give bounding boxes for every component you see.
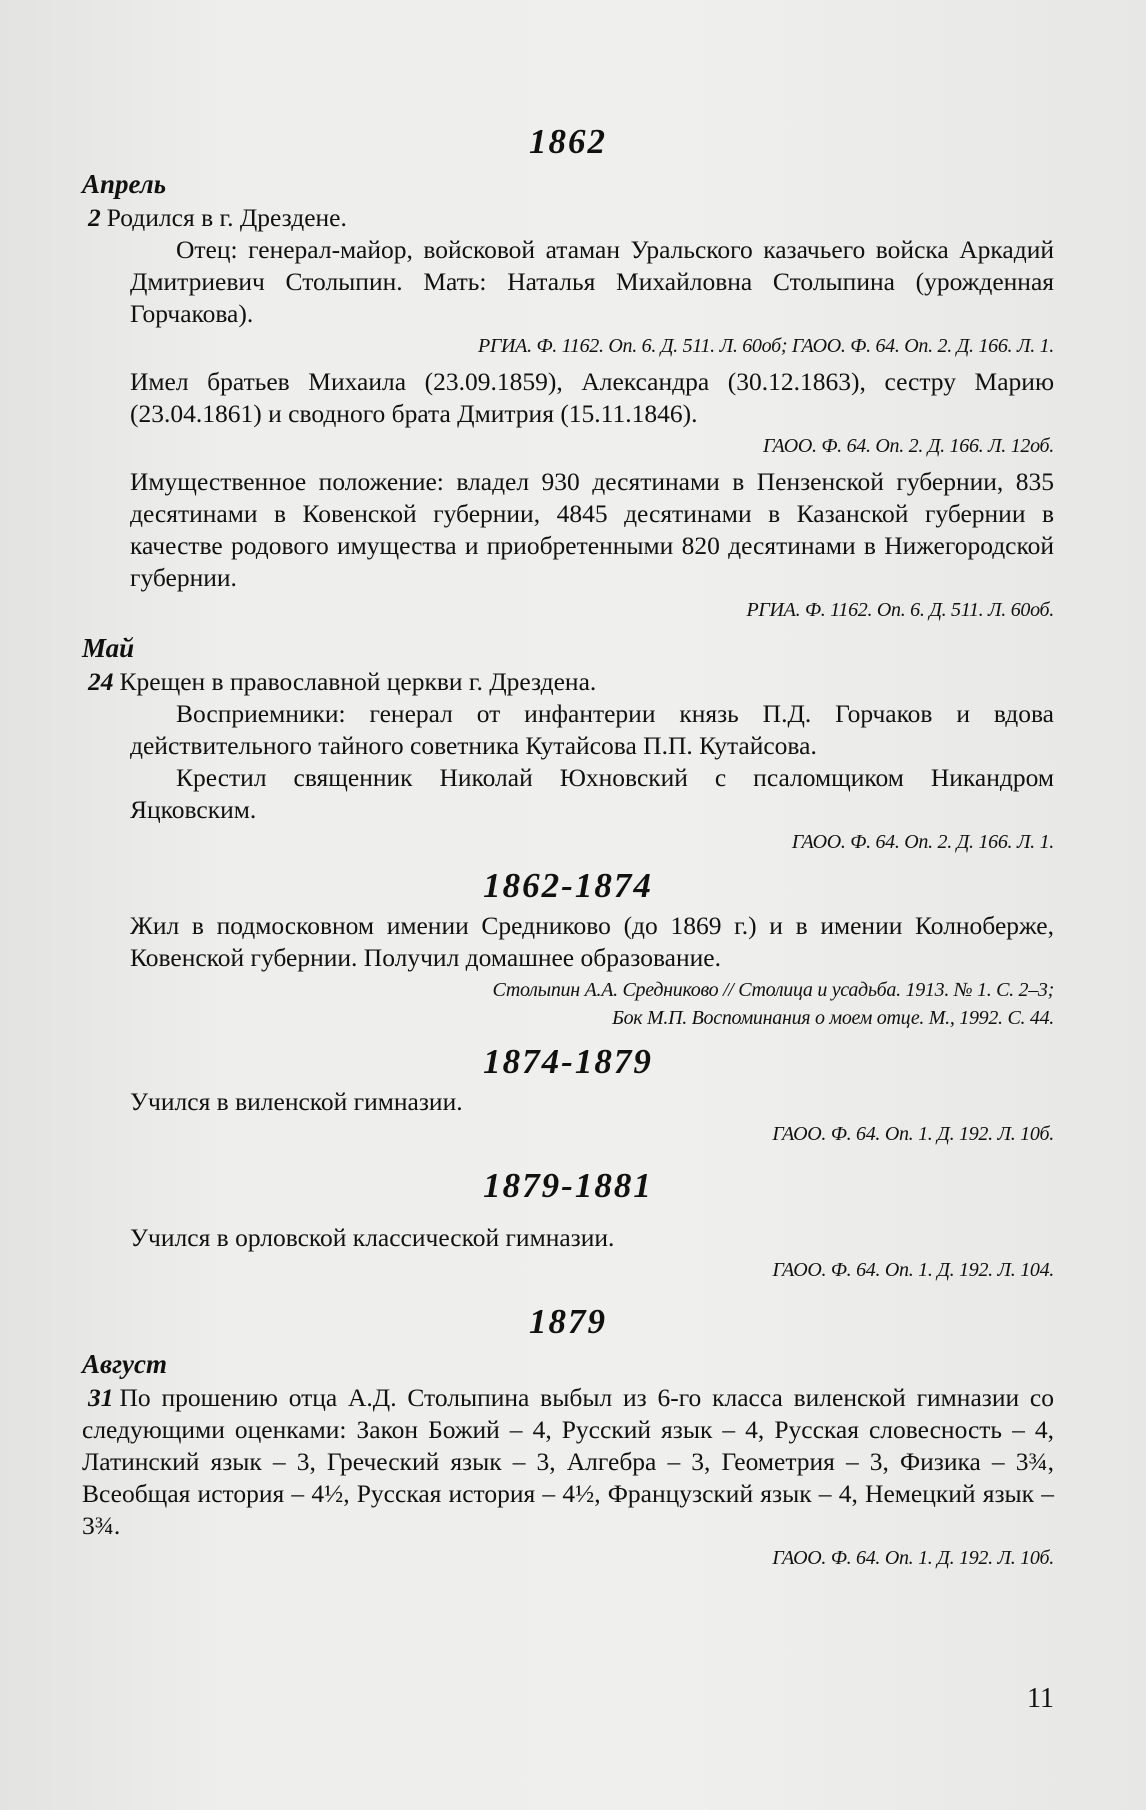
source-citation: ГАОО. Ф. 64. Оп. 1. Д. 192. Л. 104. bbox=[772, 1259, 1054, 1281]
source-citation: Бок М.П. Воспоминания о моем отце. М., 1992. С. 44. bbox=[612, 1007, 1054, 1029]
paragraph-baptism: Крестил священник Николай Юхновский с псаломщиком Никандром Яцковским. bbox=[130, 763, 1054, 824]
month-heading-may: Май bbox=[82, 633, 135, 663]
source-citation: ГАОО. Ф. 64. Оп. 1. Д. 192. Л. 10б. bbox=[772, 1547, 1054, 1569]
paragraph-childhood: Жил в подмосковном имении Средниково (до 1869 г.) и в имении Колноберже, Ковенской губернии. Получил домашнее образование. bbox=[130, 911, 1054, 972]
year-heading-1879: 1879 bbox=[529, 1302, 607, 1341]
year-heading-1879-1881: 1879-1881 bbox=[483, 1166, 653, 1205]
year-heading-1862: 1862 bbox=[529, 122, 607, 161]
paragraph-property: Имущественное положение: владел 930 десятинами в Пензенской губернии, 835 десятинами в Ковенской губернии, 4845 десятинами в Казанской губернии в качестве родового имущества и приобретенными 820 десятинами в Нижегородской губернии. bbox=[130, 467, 1054, 592]
entry-text: Крещен в православной церкви г. Дрездена. bbox=[119, 667, 597, 696]
entry-day: 2 bbox=[88, 203, 101, 232]
entry-august-31 bbox=[82, 1382, 1054, 1542]
page-column bbox=[82, 118, 1054, 1578]
paragraph-vilna-gymnasium: Учился в виленской гимназии. bbox=[130, 1087, 463, 1116]
month-heading-april: Апрель bbox=[82, 169, 167, 199]
entry-april-2 bbox=[82, 202, 1054, 234]
paragraph-orel-gymnasium: Учился в орловской классической гимназии. bbox=[130, 1223, 615, 1252]
year-heading-1874-1879: 1874-1879 bbox=[483, 1042, 653, 1081]
paragraph-parents: Отец: генерал-майор, войсковой атаман Уральского казачьего войска Аркадий Дмитриевич Столыпин. Мать: Наталья Михайловна Столыпина (урожденная Горчакова). bbox=[130, 235, 1054, 328]
paragraph-godparents: Восприемники: генерал от инфантерии князь П.Д. Горчаков и вдова действительного тайного советника Кутайсова П.П. Кутайсова. bbox=[130, 699, 1054, 760]
month-heading-august: Август bbox=[82, 1349, 168, 1379]
entry-text: По прошению отца А.Д. Столыпина выбыл из 6-го класса виленской гимназии со следующими оценками: Закон Божий – 4, Русский язык – 4, Русская словесность – 4, Латинский язык – 3, Греческий язык – 3, Алгебра – 3, Геометрия – 3, Физика – 3¾, Всеобщая история – 4½, Русская история – 4½, Французский язык – 4, Немецкий язык – 3¾. bbox=[82, 1383, 1054, 1540]
year-heading-1862-1874: 1862-1874 bbox=[483, 866, 653, 905]
source-citation: ГАОО. Ф. 64. Оп. 2. Д. 166. Л. 12об. bbox=[762, 435, 1054, 457]
source-citation: ГАОО. Ф. 64. Оп. 1. Д. 192. Л. 10б. bbox=[772, 1123, 1054, 1145]
paragraph-siblings: Имел братьев Михаила (23.09.1859), Александра (30.12.1863), сестру Марию (23.04.1861) и сводного брата Дмитрия (15.11.1846). bbox=[130, 367, 1054, 428]
entry-may-24 bbox=[82, 666, 1054, 698]
page-number: 11 bbox=[1027, 1683, 1054, 1714]
source-citation: РГИА. Ф. 1162. Оп. 6. Д. 511. Л. 60об. bbox=[746, 599, 1054, 621]
source-citation: Столыпин А.А. Средниково // Столица и усадьба. 1913. № 1. С. 2–3; bbox=[492, 979, 1054, 1001]
entry-text: Родился в г. Дрездене. bbox=[106, 203, 347, 232]
source-citation: ГАОО. Ф. 64. Оп. 2. Д. 166. Л. 1. bbox=[791, 831, 1054, 853]
entry-day: 31 bbox=[88, 1383, 114, 1412]
entry-day: 24 bbox=[88, 667, 114, 696]
source-citation: РГИА. Ф. 1162. Оп. 6. Д. 511. Л. 60об; ГАОО. Ф. 64. Оп. 2. Д. 166. Л. 1. bbox=[478, 335, 1054, 357]
